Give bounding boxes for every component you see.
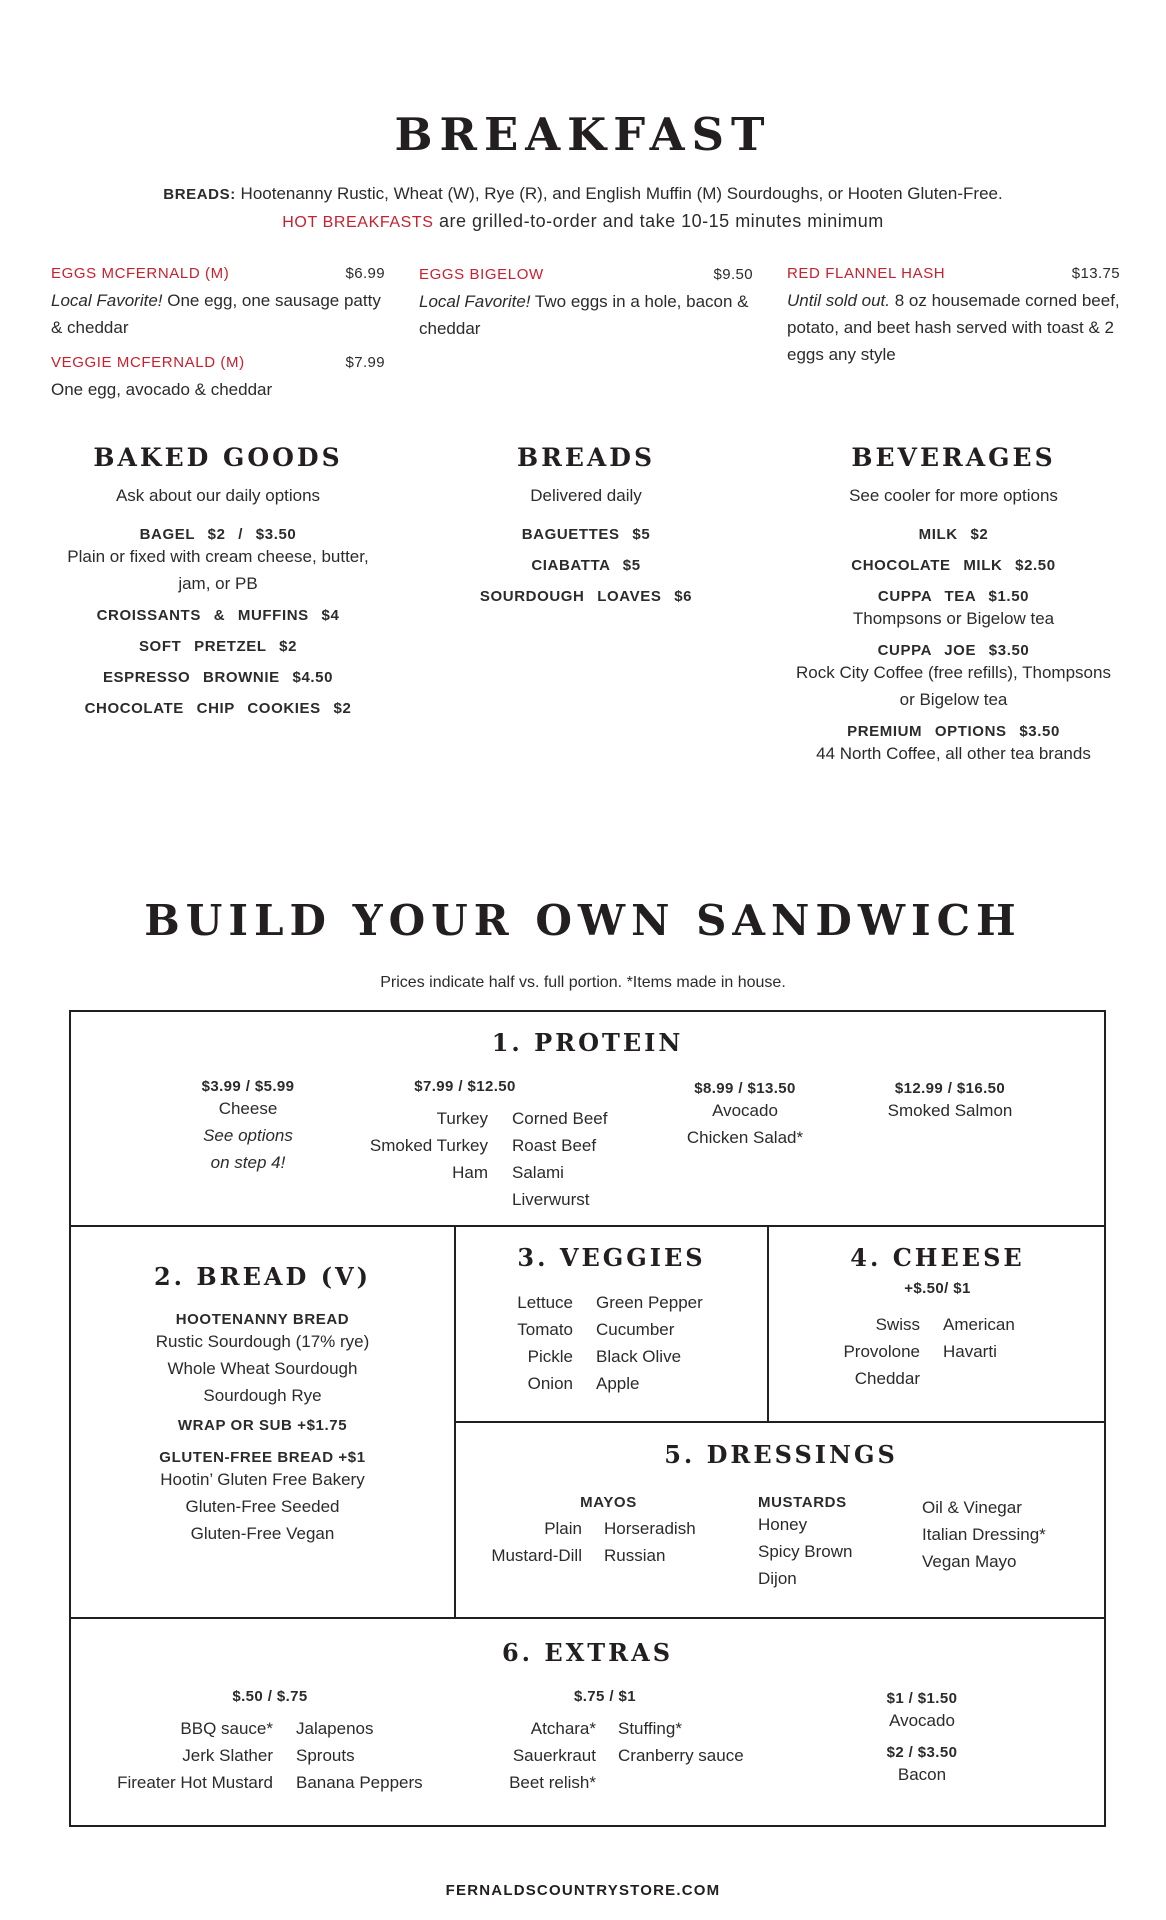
beverages-subtitle: See cooler for more options bbox=[849, 486, 1058, 505]
extras-group-1: $.50 / $.75 BBQ sauce* Jerk Slather Fireater Hot Mustard Jalapenos Sprouts Banana Peppers bbox=[117, 1688, 423, 1792]
baked-goods-title: BAKED GOODS bbox=[93, 443, 343, 472]
veggies-title: 3. VEGGIES bbox=[517, 1243, 706, 1272]
breads-title: BREADS bbox=[516, 443, 656, 472]
breakfast-column-2 bbox=[419, 261, 753, 342]
breakfast-title: BREAKFAST bbox=[394, 108, 772, 161]
beverages-title: BEVERAGES bbox=[851, 443, 1056, 472]
list-item: PREMIUM OPTIONS $3.50 44 North Coffee, all other tea brands bbox=[816, 723, 1091, 763]
hot-breakfasts-label: HOT BREAKFASTS bbox=[282, 214, 434, 231]
baked-goods-subtitle: Ask about our daily options bbox=[115, 486, 321, 505]
beverages-section bbox=[787, 443, 1120, 767]
hot-breakfasts-text: are grilled-to-order and take 10-15 minutes minimum bbox=[433, 211, 884, 231]
veggies-section: 3. VEGGIES Lettuce Tomato Pickle Onion Green Pepper Cucumber Black Olive Apple bbox=[456, 1243, 767, 1272]
list-item: MILK $2 bbox=[918, 526, 989, 543]
protein-group-1: $3.99 / $5.99 Cheese See options on step 4! bbox=[201, 1078, 295, 1172]
menu-item-price: $9.50 bbox=[713, 266, 753, 283]
list-item: CROISSANTS & MUFFINS $4 bbox=[96, 607, 340, 624]
list-item: SOURDOUGH LOAVES $6 bbox=[479, 588, 693, 605]
menu-item-description: Local Favorite! Two eggs in a hole, bacon & cheddar bbox=[419, 292, 749, 338]
cheese-title: 4. CHEESE bbox=[850, 1243, 1025, 1272]
menu-item-name: EGGS BIGELOW bbox=[419, 266, 544, 283]
bread-title: 2. BREAD (V) bbox=[153, 1262, 372, 1291]
list-item: SOFT PRETZEL $2 bbox=[138, 638, 298, 655]
menu-item-name: VEGGIE MCFERNALD (M) bbox=[51, 354, 245, 371]
divider bbox=[69, 1617, 1106, 1619]
list-item: CHOCOLATE MILK $2.50 bbox=[851, 557, 1056, 574]
menu-item-price: $7.99 bbox=[345, 354, 385, 371]
breads-text: Hootenanny Rustic, Wheat (W), Rye (R), and English Muffin (M) Sourdoughs, or Hooten Gluten-Free. bbox=[235, 184, 1003, 203]
breakfast-column-1 bbox=[51, 260, 385, 403]
breakfast-column-3 bbox=[787, 260, 1120, 368]
menu-item-description: Local Favorite! One egg, one sausage patty & cheddar bbox=[51, 291, 381, 337]
list-item: CUPPA TEA $1.50 Thompsons or Bigelow tea bbox=[852, 588, 1055, 628]
sandwich-note: Prices indicate half vs. full portion. *Items made in house. bbox=[380, 974, 786, 991]
menu-item-description: One egg, avocado & cheddar bbox=[51, 380, 273, 399]
hot-breakfast-note bbox=[0, 211, 1166, 232]
protein-group-4: $12.99 / $16.50 Smoked Salmon bbox=[887, 1080, 1013, 1120]
baked-goods-section bbox=[51, 443, 385, 717]
menu-item-name: EGGS MCFERNALD (M) bbox=[51, 265, 230, 282]
bread-section: 2. BREAD (V) HOOTENANNY BREAD Rustic Sourdough (17% rye) Whole Wheat Sourdough Sourdough Rye WRAP OR SUB +$1.75 GLUTEN-FREE BREAD +$1 Hootin’ Gluten Free Bakery Gluten-Free Seeded Gluten-Free Vegan bbox=[71, 1262, 454, 1547]
menu-item-description: Until sold out. 8 oz housemade corned beef, potato, and beet hash served with toast & 2 eggs any style bbox=[787, 291, 1120, 364]
protein-title: 1. PROTEIN bbox=[491, 1028, 684, 1057]
extras-title: 6. EXTRAS bbox=[501, 1638, 674, 1667]
protein-group-2: $7.99 / $12.50 Turkey Smoked Turkey Ham Corned Beef Roast Beef Salami Liverwurst bbox=[369, 1078, 608, 1209]
menu-item-name: RED FLANNEL HASH bbox=[787, 265, 946, 282]
breads-subtitle: Delivered daily bbox=[530, 486, 642, 505]
extras-group-2: $.75 / $1 Atchara* Sauerkraut Beet relish* Stuffing* Cranberry sauce bbox=[509, 1688, 744, 1792]
dressings-section: 5. DRESSINGS MAYOS Plain Mustard-Dill Horseradish Russian MUSTARDS Honey Spicy Brown Dijon Oil & Vinegar Italian Dressing* Vegan Mayo bbox=[456, 1440, 1106, 1469]
list-item: CUPPA JOE $3.50 Rock City Coffee (free refills), Thompsons or Bigelow tea bbox=[796, 642, 1111, 709]
divider bbox=[69, 1225, 1106, 1227]
list-item: CHOCOLATE CHIP COOKIES $2 bbox=[84, 700, 352, 717]
cheese-section: 4. CHEESE +$.50/ $1 Swiss Provolone Cheddar American Havarti bbox=[769, 1243, 1106, 1297]
website-footer[interactable]: FERNALDSCOUNTRYSTORE.COM bbox=[445, 1882, 721, 1899]
menu-item-price: $6.99 bbox=[345, 265, 385, 282]
list-item: BAGEL $2 / $3.50 Plain or fixed with cream cheese, butter, jam, or PB bbox=[67, 526, 369, 593]
sandwich-title: BUILD YOUR OWN SANDWICH bbox=[144, 896, 1022, 945]
divider bbox=[454, 1421, 1106, 1423]
extras-group-3: $1 / $1.50 Avocado $2 / $3.50 Bacon bbox=[886, 1690, 958, 1784]
protein-group-3: $8.99 / $13.50 Avocado Chicken Salad* bbox=[686, 1080, 804, 1147]
breads-note bbox=[0, 184, 1166, 204]
list-item: ESPRESSO BROWNIE $4.50 bbox=[102, 669, 334, 686]
breads-label: BREADS: bbox=[163, 186, 236, 203]
breads-section bbox=[419, 443, 753, 605]
menu-item-price: $13.75 bbox=[1071, 265, 1120, 282]
dressings-title: 5. DRESSINGS bbox=[664, 1440, 898, 1469]
list-item: CIABATTA $5 bbox=[531, 557, 641, 574]
list-item: BAGUETTES $5 bbox=[521, 526, 651, 543]
